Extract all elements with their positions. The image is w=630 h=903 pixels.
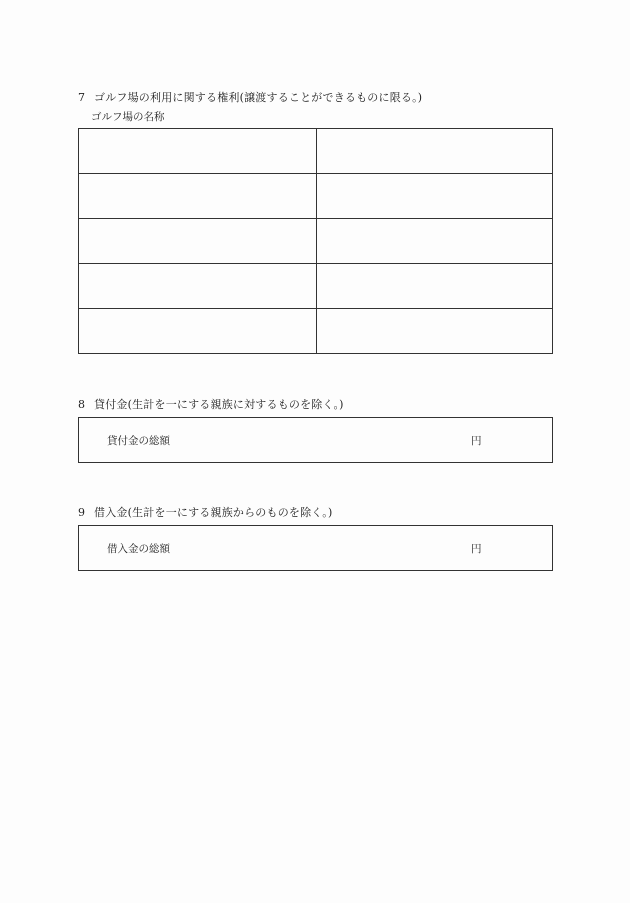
golf-course-name-label: ゴルフ場の名称 bbox=[91, 111, 165, 123]
yen-unit-label: 円 bbox=[471, 543, 482, 555]
section-9-number: 9 bbox=[78, 506, 86, 519]
yen-unit-label: 円 bbox=[471, 435, 482, 447]
section-7-number: 7 bbox=[78, 91, 86, 104]
golf-course-table bbox=[78, 128, 553, 354]
golf-course-detail-cell bbox=[317, 219, 553, 264]
table-row bbox=[79, 219, 553, 264]
section-8-number: 8 bbox=[78, 398, 86, 411]
section-8-heading bbox=[78, 396, 344, 412]
golf-course-name-cell bbox=[79, 174, 317, 219]
loans-receivable-box bbox=[78, 417, 553, 463]
golf-course-detail-cell bbox=[317, 174, 553, 219]
golf-course-detail-cell bbox=[317, 264, 553, 309]
golf-course-detail-cell bbox=[317, 129, 553, 174]
golf-course-name-cell bbox=[79, 309, 317, 354]
section-9-title: 借入金(生計を一にする親族からのものを除く。) bbox=[94, 506, 333, 519]
section-7-title: ゴルフ場の利用に関する権利(譲渡することができるものに限る。) bbox=[94, 91, 423, 104]
loans-receivable-total-label: 貸付金の総額 bbox=[107, 435, 170, 447]
golf-course-name-cell bbox=[79, 264, 317, 309]
table-row bbox=[79, 264, 553, 309]
golf-course-detail-cell bbox=[317, 309, 553, 354]
section-9-heading bbox=[78, 504, 332, 520]
loans-payable-total-label: 借入金の総額 bbox=[107, 543, 170, 555]
golf-course-name-cell bbox=[79, 129, 317, 174]
table-row bbox=[79, 174, 553, 219]
section-7-heading bbox=[78, 89, 422, 105]
table-row bbox=[79, 309, 553, 354]
section-8-title: 貸付金(生計を一にする親族に対するものを除く。) bbox=[94, 398, 344, 411]
loans-payable-box bbox=[78, 525, 553, 571]
table-row bbox=[79, 129, 553, 174]
golf-course-name-cell bbox=[79, 219, 317, 264]
